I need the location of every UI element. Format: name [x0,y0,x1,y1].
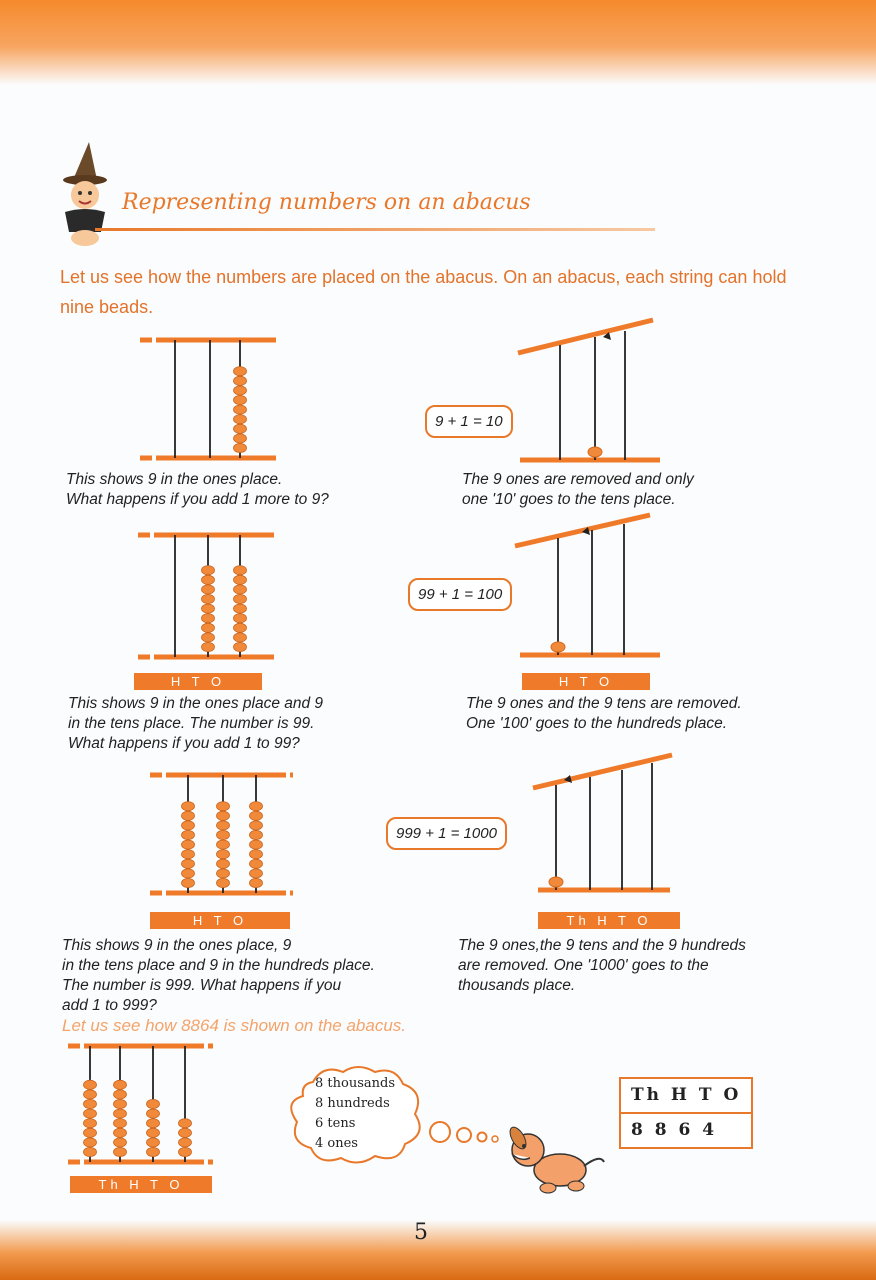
heading-underline [95,228,655,231]
abacus-bead [234,623,247,632]
abacus-bead [234,434,247,443]
abacus-bead [114,1090,127,1099]
abacus-bead [179,1128,192,1137]
abacus-bead [114,1128,127,1137]
abacus-bead [202,585,215,594]
abacus-bead [202,642,215,651]
abacus-hundred [512,510,662,665]
thought-text: 8 thousands 8 hundreds 6 tens 4 ones [315,1076,395,1151]
abacus-bead [182,859,195,868]
abacus-bead [147,1119,160,1128]
abacus-bead [147,1147,160,1156]
page-number: 5 [414,1220,428,1245]
abacus-bead [217,878,230,887]
place-labels-hto: H T O [134,673,262,690]
abacus-bead [182,878,195,887]
abacus-bead [250,802,263,811]
caption-nine-ninety-nine: This shows 9 in the ones place, 9 in the tens place and 9 in the hundreds place. The number is 999. What happens if you add 1 to 999? [62,937,375,1014]
abacus-bead [217,802,230,811]
abacus-bead [234,604,247,613]
abacus-bead [114,1099,127,1108]
abacus-bead [84,1099,97,1108]
abacus-bead [179,1147,192,1156]
abacus-bead [182,830,195,839]
abacus-bead [202,623,215,632]
place-labels-thhto: Th H T O [538,912,680,929]
abacus-bead [182,811,195,820]
abacus-thousand [530,750,680,900]
equation-99-plus-1: 99 + 1 = 100 [408,578,512,611]
place-value-digits: 8 8 6 4 [631,1120,718,1140]
abacus-bead [250,869,263,878]
top-color-band [0,0,876,85]
caption-hundred: The 9 ones and the 9 tens are removed. One '100' goes to the hundreds place. [466,695,742,732]
abacus-bead [84,1138,97,1147]
place-value-table [619,1077,753,1149]
abacus-bead [250,830,263,839]
abacus-bead [234,566,247,575]
abacus-bead [84,1109,97,1118]
abacus-bead [217,830,230,839]
abacus-bead [84,1080,97,1089]
abacus-bead [250,840,263,849]
abacus-bead [234,642,247,651]
abacus-bead [182,850,195,859]
abacus-bead [234,415,247,424]
abacus-bead [250,850,263,859]
dog-mascot-icon [500,1118,608,1200]
abacus-bead [234,376,247,385]
abacus-bead [84,1090,97,1099]
abacus-bead [182,840,195,849]
caption-ninety-nine: This shows 9 in the ones place and 9 in the tens place. The number is 99. What happens if you add 1 to 99? [68,695,324,752]
equation-999-plus-1: 999 + 1 = 1000 [386,817,507,850]
abacus-bead [234,367,247,376]
abacus-bead [147,1128,160,1137]
wizard-mascot-icon [55,140,115,250]
abacus-bead [217,869,230,878]
abacus-bead [84,1128,97,1137]
abacus-bead [114,1080,127,1089]
abacus-nine-ninety-nine [148,765,298,905]
section-heading: Representing numbers on an abacus [122,190,531,215]
abacus-bead [114,1109,127,1118]
abacus-bead [234,585,247,594]
abacus-bead [114,1119,127,1128]
abacus-bead [202,566,215,575]
abacus-bead [217,840,230,849]
abacus-ten [515,315,660,470]
bottom-color-band [0,1220,876,1280]
abacus-bead [234,614,247,623]
example-prompt: Let us see how 8864 is shown on the abacus. [62,1016,407,1035]
abacus-bead [250,811,263,820]
abacus-bead [182,802,195,811]
abacus-bead [182,821,195,830]
caption-thousand: The 9 ones,the 9 tens and the 9 hundreds are removed. One '1000' goes to the thousands place. [458,937,746,994]
abacus-bead [182,869,195,878]
abacus-bead [179,1138,192,1147]
abacus-bead [114,1138,127,1147]
abacus-nine-ones [135,330,285,470]
abacus-bead [234,575,247,584]
thought-bubbles-icon [428,1118,508,1148]
abacus-8864 [65,1038,215,1173]
abacus-bead [234,424,247,433]
abacus-bead [217,811,230,820]
abacus-bead [147,1138,160,1147]
abacus-bead [202,614,215,623]
abacus-bead [179,1119,192,1128]
abacus-bead [217,821,230,830]
caption-ten: The 9 ones are removed and only one '10' goes to the tens place. [462,471,694,508]
place-labels-hto-right: H T O [522,673,650,690]
caption-nine-ones: This shows 9 in the ones place. What happens if you add 1 more to 9? [66,471,329,508]
place-labels-8864: Th H T O [70,1176,212,1193]
abacus-ninety-nine [133,525,283,665]
abacus-bead [114,1147,127,1156]
abacus-bead [234,386,247,395]
abacus-bead [147,1109,160,1118]
abacus-bead [202,604,215,613]
abacus-bead [234,443,247,452]
abacus-bead [217,850,230,859]
abacus-bead [234,594,247,603]
place-labels-hto-3: H T O [150,912,290,929]
abacus-bead [84,1119,97,1128]
abacus-bead [234,633,247,642]
place-value-header: Th H T O [621,1079,751,1114]
abacus-bead [217,859,230,868]
abacus-bead [202,594,215,603]
abacus-bead [84,1147,97,1156]
abacus-bead [250,878,263,887]
abacus-bead [234,395,247,404]
abacus-bead [202,633,215,642]
abacus-bead [250,859,263,868]
abacus-bead [202,575,215,584]
abacus-bead [147,1099,160,1108]
intro-paragraph: Let us see how the numbers are placed on the abacus. On an abacus, each string can hold nine beads. [60,267,787,317]
equation-9-plus-1: 9 + 1 = 10 [425,405,513,438]
abacus-bead [250,821,263,830]
abacus-bead [234,405,247,414]
